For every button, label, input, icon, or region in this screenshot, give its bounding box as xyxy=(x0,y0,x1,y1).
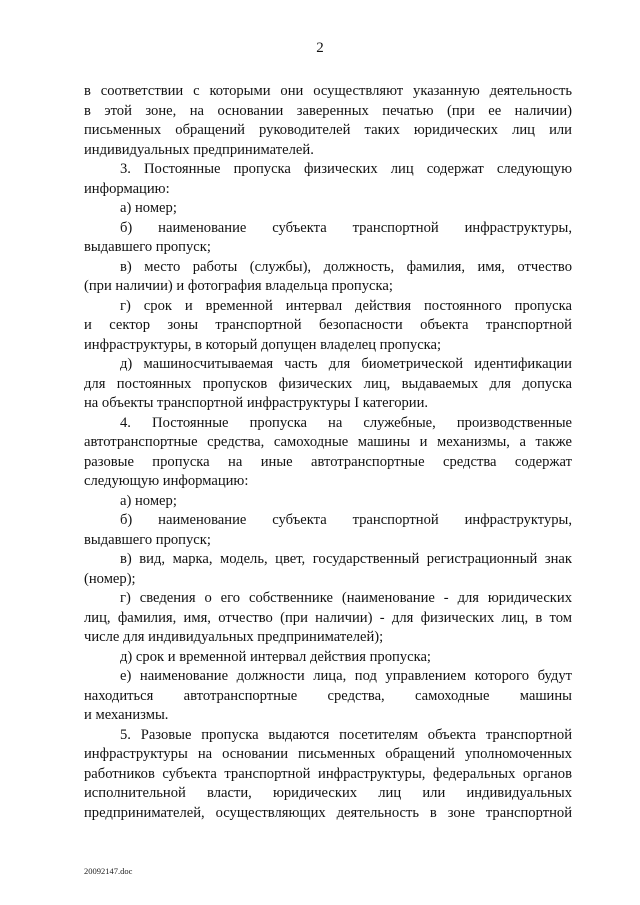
text-line: (номер); xyxy=(84,570,136,587)
text-line: письменных обращений руководителей таких юридических лиц или xyxy=(84,122,572,138)
text-line: а) номер; xyxy=(120,492,177,509)
text-line: 5. Разовые пропуска выдаются посетителям объекта транспортной xyxy=(120,726,572,743)
text-line: индивидуальных предпринимателей. xyxy=(84,141,314,158)
text-line: б) наименование субъекта транспортной инфраструктуры, xyxy=(120,219,572,236)
text-line: лиц, фамилия, имя, отчество (при наличии) - для физических лиц, в том xyxy=(84,609,572,626)
text-line: в соответствии с которыми они осуществляют указанную деятельность xyxy=(84,83,572,99)
text-line: б) наименование субъекта транспортной инфраструктуры, xyxy=(120,512,572,528)
text-line: а) номер; xyxy=(120,200,177,216)
text-line: выдавшего пропуск; xyxy=(84,531,211,548)
text-line: в) место работы (службы), должность, фамилия, имя, отчество xyxy=(120,258,572,275)
file-name-footer: 20092147.doc xyxy=(84,866,133,876)
text-line: следующую информацию: xyxy=(84,473,249,489)
text-line: в) вид, марка, модель, цвет, государственный регистрационный знак xyxy=(120,551,572,567)
text-line: находиться автотранспортные средства, самоходные машины xyxy=(84,687,572,704)
text-line: исполнительной власти, юридических лиц или индивидуальных xyxy=(84,785,572,801)
text-line: для постоянных пропусков физических лиц, выдаваемых для допуска xyxy=(84,375,572,392)
text-line: работников субъекта транспортной инфраструктуры, федеральных органов xyxy=(84,765,572,782)
text-line: д) машиносчитываемая часть для биометрической идентификации xyxy=(120,356,572,372)
text-line: автотранспортные средства, самоходные машины и механизмы, а также xyxy=(84,434,572,450)
text-line: информацию: xyxy=(84,180,170,197)
text-line: инфраструктуры на основании письменных обращений уполномоченных xyxy=(84,746,572,762)
text-line: е) наименование должности лица, под управлением которого будут xyxy=(120,668,572,684)
text-line: г) срок и временной интервал действия постоянного пропуска xyxy=(120,297,572,314)
text-line: числе для индивидуальных предпринимателей); xyxy=(84,629,384,645)
text-line: выдавшего пропуск; xyxy=(84,239,211,255)
text-line: инфраструктуры, в который допущен владелец пропуска; xyxy=(84,336,442,353)
text-line: д) срок и временной интервал действия пропуска; xyxy=(120,648,431,665)
text-line: 4. Постоянные пропуска на служебные, производственные xyxy=(120,414,572,431)
document-body xyxy=(84,82,572,823)
text-line: 3. Постоянные пропуска физических лиц содержат следующую xyxy=(120,161,572,177)
text-line: на объекты транспортной инфраструктуры I категории. xyxy=(84,395,429,411)
text-line: разовые пропуска на иные автотранспортные средства содержат xyxy=(84,453,572,470)
text-line: предпринимателей, осуществляющих деятельность в зоне транспортной xyxy=(84,804,572,821)
page-number: 2 xyxy=(316,40,324,56)
text-line: в этой зоне, на основании заверенных печатью (при ее наличии) xyxy=(84,102,572,119)
text-line: и сектор зоны транспортной безопасности объекта транспортной xyxy=(84,317,572,333)
text-line: г) сведения о его собственнике (наименование - для юридических xyxy=(120,590,572,606)
text-line: (при наличии) и фотография владельца пропуска; xyxy=(84,278,393,294)
text-line: и механизмы. xyxy=(84,707,169,723)
